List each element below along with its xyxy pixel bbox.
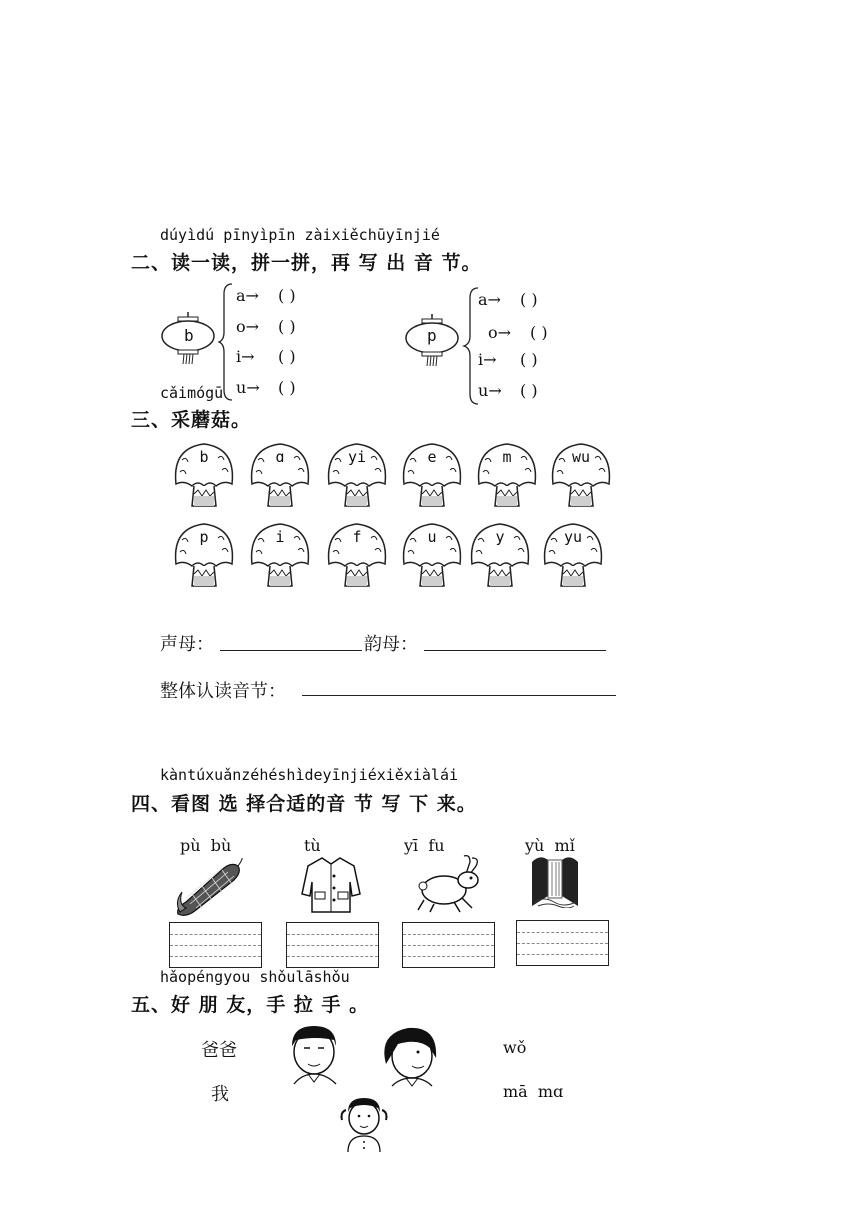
mushroom[interactable]: [541, 520, 605, 590]
section5-title: 五、好 朋 友，手 拉 手 。: [131, 994, 370, 1016]
arrow-icon: →: [241, 347, 255, 366]
corn-icon: [172, 858, 244, 918]
mushroom-letter: f: [352, 528, 362, 546]
row-p-o: [488, 323, 548, 342]
shengmu-label: 声母：: [160, 634, 214, 655]
mushroom-letter: e: [427, 448, 437, 466]
arrow-icon: →: [497, 323, 512, 342]
word-wo: 我: [211, 1084, 229, 1105]
coat-icon: [300, 854, 362, 914]
row-b-a: [236, 286, 296, 305]
mushroom-letter: p: [199, 528, 209, 546]
answer-blank[interactable]: ( ): [520, 350, 538, 369]
option-yumi: yù mǐ: [525, 836, 575, 855]
arrow-icon: →: [483, 350, 497, 369]
mushroom[interactable]: [325, 440, 389, 510]
row-b-i: [236, 347, 296, 366]
section3-title: 三、采蘑菇。: [131, 409, 252, 431]
vowel: o: [488, 323, 498, 342]
writing-box-3[interactable]: [402, 922, 495, 968]
mushroom-letter: yu: [563, 528, 583, 546]
option-pubu: pù bù: [180, 836, 232, 855]
mother-icon: [378, 1024, 444, 1090]
mushroom[interactable]: [172, 440, 236, 510]
arrow-icon: →: [245, 286, 259, 305]
answer-blank[interactable]: ( ): [520, 290, 538, 309]
word-baba: 爸爸: [201, 1040, 237, 1061]
option-yifu: yī fu: [404, 836, 445, 855]
arrow-icon: →: [488, 381, 502, 400]
mushroom-letter: ɑ: [275, 448, 285, 466]
vowel: a: [236, 286, 246, 305]
vowel: i: [236, 347, 242, 366]
vowel: u: [478, 381, 489, 400]
row-p-a: [478, 290, 538, 309]
mushroom[interactable]: [400, 520, 464, 590]
answer-blank[interactable]: ( ): [520, 381, 538, 400]
mushroom[interactable]: [248, 440, 312, 510]
mushroom-letter: m: [502, 448, 512, 466]
answer-blank[interactable]: ( ): [278, 378, 296, 397]
section2-pinyin: dúyìdú pīnyìpīn zàixiěchūyīnjié: [160, 226, 440, 244]
mushroom[interactable]: [325, 520, 389, 590]
yunmu-answer-line[interactable]: [424, 650, 606, 651]
arrow-icon: →: [246, 378, 260, 397]
section3-pinyin: cǎimógū: [160, 384, 224, 402]
vowel: u: [236, 378, 247, 397]
answer-blank[interactable]: ( ): [278, 286, 296, 305]
zhengti-label: 整体认读音节：: [160, 681, 286, 702]
arrow-icon: →: [487, 290, 501, 309]
mushroom[interactable]: [248, 520, 312, 590]
pinyin-wo: wǒ: [503, 1038, 527, 1057]
option-tu: tù: [304, 836, 321, 855]
answer-blank[interactable]: ( ): [530, 323, 548, 342]
mushroom[interactable]: [172, 520, 236, 590]
mushroom[interactable]: [400, 440, 464, 510]
lantern-b-letter: b: [184, 326, 194, 345]
shengmu-answer-line[interactable]: [220, 650, 362, 651]
section4-title: 四、看图 选 择合适的音 节 写 下 来。: [131, 793, 477, 815]
pinyin-mama: mā mɑ: [503, 1082, 564, 1101]
row-b-u: [236, 378, 296, 397]
row-b-o: [236, 317, 296, 336]
row-p-u: [478, 381, 538, 400]
writing-box-2[interactable]: [286, 922, 379, 968]
section5-pinyin: hǎopéngyou shǒulāshǒu: [160, 968, 350, 986]
mushroom[interactable]: [468, 520, 532, 590]
vowel: i: [478, 350, 484, 369]
father-icon: [286, 1024, 346, 1090]
zhengti-answer-line[interactable]: [302, 695, 616, 696]
waterfall-icon: [530, 852, 580, 908]
mushroom-letter: b: [199, 448, 209, 466]
mushroom[interactable]: [475, 440, 539, 510]
mushroom-letter: yi: [347, 448, 367, 466]
girl-icon: [334, 1094, 394, 1154]
writing-box-1[interactable]: [169, 922, 262, 968]
section2-title: 二、读一读，拼一拼，再 写 出 音 节。: [131, 252, 482, 274]
lantern-p-letter: p: [427, 326, 437, 345]
section4-pinyin: kàntúxuǎnzéhéshìdeyīnjiéxiěxiàlái: [160, 766, 459, 784]
rabbit-icon: [414, 852, 488, 914]
writing-box-4[interactable]: [516, 920, 609, 966]
mushroom-letter: wu: [571, 448, 591, 466]
mushroom-letter: i: [275, 528, 285, 546]
answer-blank[interactable]: ( ): [278, 317, 296, 336]
row-p-i: [478, 350, 538, 369]
vowel: a: [478, 290, 488, 309]
mushroom-letter: y: [495, 528, 505, 546]
mushroom[interactable]: [549, 440, 613, 510]
vowel: o: [236, 317, 246, 336]
mushroom-letter: u: [427, 528, 437, 546]
arrow-icon: →: [245, 317, 260, 336]
answer-blank[interactable]: ( ): [278, 347, 296, 366]
yunmu-label: 韵母：: [364, 634, 418, 655]
